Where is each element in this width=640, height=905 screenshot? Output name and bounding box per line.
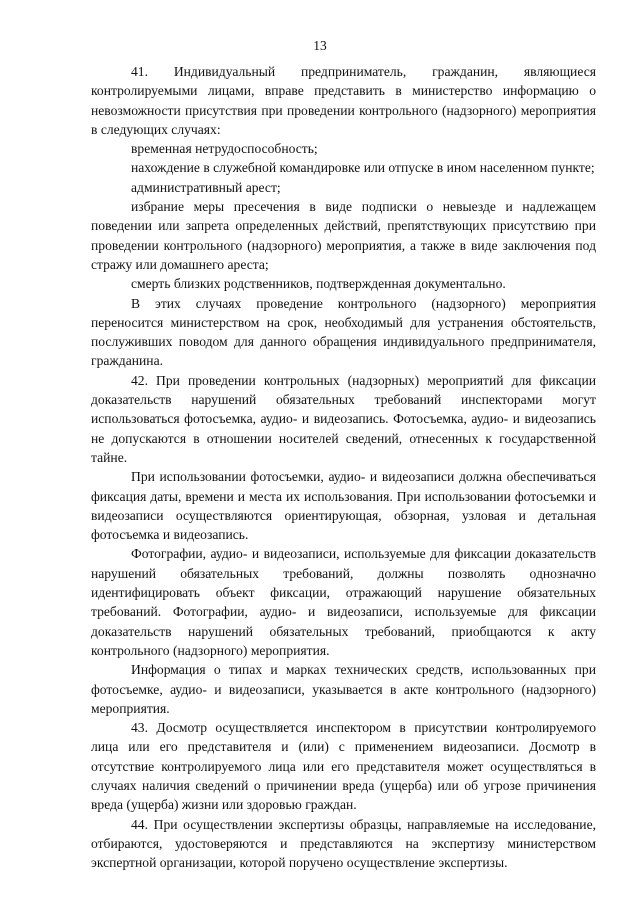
paragraph-41-postponement: В этих случаях проведение контрольного (надзорного) мероприятия переносится министерством на срок, необходимый для устранения обстоятельств, послуживших поводом для данного обращения индивидуального предпринимателя, гражданина. — [91, 295, 596, 369]
paragraph-42-technical-means: Информация о типах и марках технических средств, использованных при фотосъемке, аудио- и видеозаписи, указывается в акте контрольного (надзорного) мероприятия. — [91, 662, 596, 716]
page-number: 13 — [313, 38, 327, 53]
list-item-preventive-measure: избрание меры пресечения в виде подписки о невыезде и надлежащем поведении или запрета определенных действий, препятствующих присутствию при проведении контрольного (надзорного) мероприятия, а также в виде заключения под стражу или домашнего ареста; — [91, 199, 596, 272]
paragraph-42-recording-requirements: При использовании фотосъемки, аудио- и видеозаписи должна обеспечиваться фиксация даты, времени и места их использования. При использовании фотосъемки и видеозаписи осуществляются ориентирующая, обзорная, узловая и детальная фотосъемка и видеозапись. — [91, 469, 596, 543]
paragraph-41-intro: 41. Индивидуальный предприниматель, гражданин, являющиеся контролируемыми лицами, вправе представить в министерство информацию о невозможности присутствия при проведении контрольного (надзорного) мероприятия в следующих случаях: — [91, 64, 596, 137]
document-body — [91, 62, 596, 872]
paragraph-44: 44. При осуществлении экспертизы образцы, направляемые на исследование, отбираются, удостоверяются и представляются на экспертизу министерством экспертной организации, которой поручено осуществление экспертизы. — [91, 816, 596, 871]
paragraph-42: 42. При проведении контрольных (надзорных) мероприятий для фиксации доказательств нарушений обязательных требований инспекторами могут использоваться фотосъемка, аудио- и видеозапись. Фотосъемка, аудио- и видеозапись не допускаются в отношении носителей сведений, отнесенных к государственной тайне. — [91, 372, 596, 465]
list-item-temporary-disability: временная нетрудоспособность; — [131, 141, 318, 157]
list-item-death-of-relatives: смерть близких родственников, подтвержденная документально. — [131, 276, 506, 292]
paragraph-43: 43. Досмотр осуществляется инспектором в присутствии контролируемого лица или его представителя и (или) с применением видеозаписи. Досмотр в отсутствие контролируемого лица или его представителя может осуществляться в случаях наличия сведений о причинении вреда (ущерба) или об угрозе причинения вреда (ущерба) жизни или здоровью граждан. — [91, 720, 596, 813]
list-item-business-trip: нахождение в служебной командировке или отпуске в ином населенном пункте; — [131, 160, 595, 176]
list-item-administrative-arrest: административный арест; — [131, 179, 281, 195]
paragraph-42-photographs: Фотографии, аудио- и видеозаписи, используемые для фиксации доказательств нарушений обязательных требований, должны позволять однозначно идентифицировать объект фиксации, отражающий нарушение обязательных требований. Фотографии, аудио- и видеозаписи, используемые для фиксации доказательств нарушений обязательных требований, приобщаются к акту контрольного (надзорного) мероприятия. — [91, 546, 596, 658]
